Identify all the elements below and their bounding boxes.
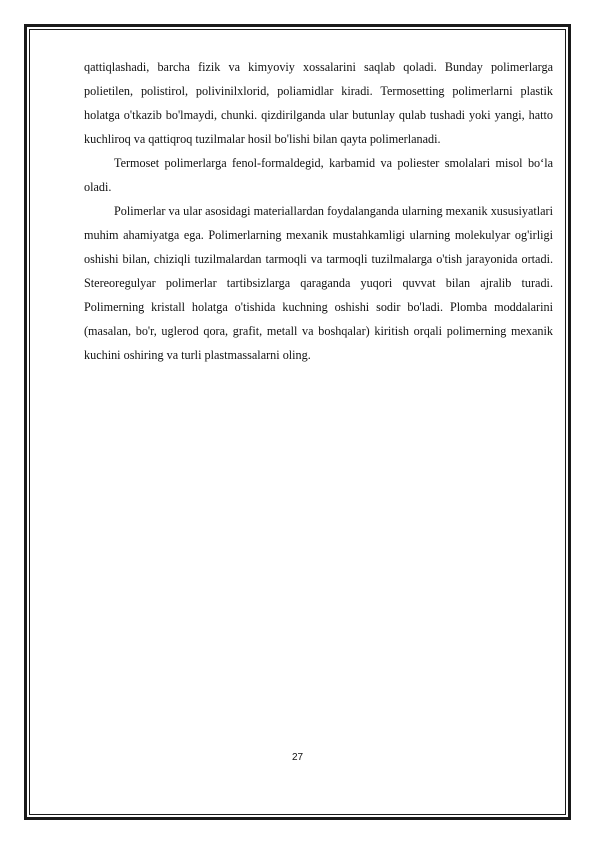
paragraph-mechanical-properties: Polimerlar va ular asosidagi materiallardan foydalanganda ularning mexanik xususiyatlari muhim ahamiyatga ega. Polimerlarning mexanik mustahkamligi ularning molekulyar og'irligi oshishi bilan, chiziqli tuzilmalardan tarmoqli va tarmoqli tuzilmalarga o'tish jarayonida ortadi. Stereoregulyar polimerlar tartibsizlarga qaraganda yuqori quvvat bilan ajralib turadi. Polimerning kristall holatga o'tishida kuchning oshishi sodir bo'ladi. Plomba moddalarini (masalan, bo'r, uglerod qora, grafit, metall va boshqalar) kiritish orqali polimerning mexanik kuchini oshiring va turli plastmassalarni oling. (84, 204, 553, 362)
page-number: 27 (291, 752, 304, 763)
paragraph-thermoset-examples: Termoset polimerlarga fenol-formaldegid, karbamid va poliester smolalari misol bo‘la oladi. (84, 156, 553, 194)
paragraph-continuation: qattiqlashadi, barcha fizik va kimyoviy xossalarini saqlab qoladi. Bunday polimerlarga polietilen, polistirol, polivinilxlorid, poliamidlar kiradi. Termosetting polimerlarni plastik holatga o'tkazib bo'lmaydi, chunki. qizdirilganda ular butunlay qulab tushadi yoki yangi, hatto kuchliroq va qattiqroq tuzilmalar hosil bo'lishi bilan qayta polimerlanadi. (84, 60, 553, 146)
document-body (84, 55, 553, 367)
